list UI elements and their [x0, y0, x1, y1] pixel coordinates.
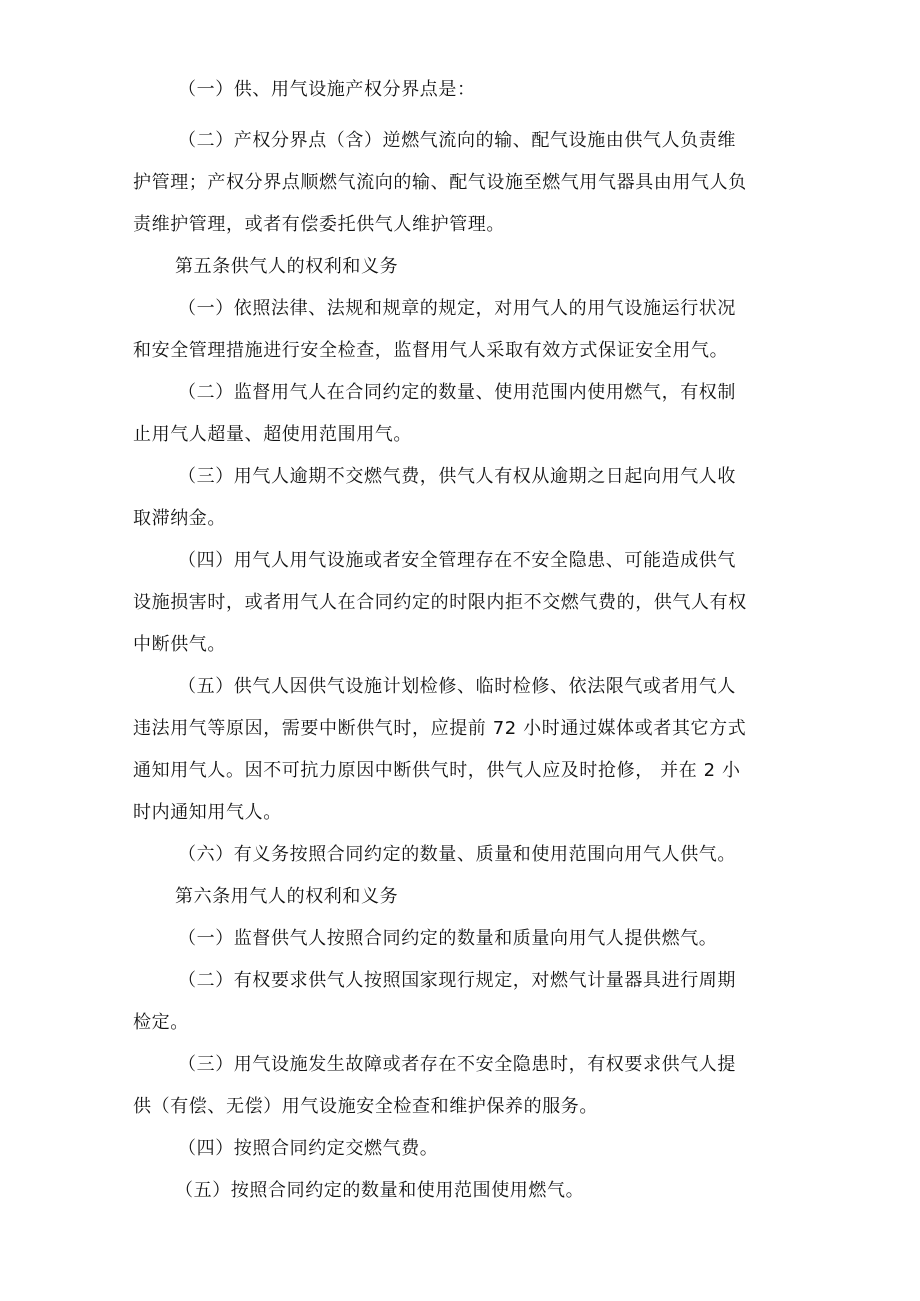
text-line: （三）用气设施发生故障或者存在不安全隐患时，有权要求供气人提 [178, 1054, 736, 1075]
text-line: （三）用气人逾期不交燃气费，供气人有权从逾期之日起向用气人收 [178, 466, 736, 487]
section-heading: 第五条供气人的权利和义务 [175, 256, 399, 277]
text-line: （二）监督用气人在合同约定的数量、使用范围内使用燃气，有权制 [178, 382, 736, 403]
text-line: 通知用气人。因不可抗力原因中断供气时，供气人应及时抢修， 并在 2 小 [133, 760, 741, 781]
section-heading: 第六条用气人的权利和义务 [175, 886, 399, 907]
text-line: 违法用气等原因，需要中断供气时，应提前 72 小时通过媒体或者其它方式 [133, 718, 747, 739]
text-line: 和安全管理措施进行安全检查，监督用气人采取有效方式保证安全用气。 [133, 340, 729, 361]
text-line: （五）供气人因供气设施计划检修、临时检修、依法限气或者用气人 [178, 676, 736, 697]
text-line: （五）按照合同约定的数量和使用范围使用燃气。 [175, 1180, 585, 1201]
text-line: 止用气人超量、超使用范围用气。 [133, 424, 412, 445]
text-line: （四）按照合同约定交燃气费。 [178, 1138, 439, 1159]
text-line: （一）依照法律、法规和规章的规定，对用气人的用气设施运行状况 [178, 298, 736, 319]
text-line: （二）有权要求供气人按照国家现行规定，对燃气计量器具进行周期 [178, 970, 736, 991]
text-line: （一）供、用气设施产权分界点是： [178, 79, 476, 100]
text-line: （四）用气人用气设施或者安全管理存在不安全隐患、可能造成供气 [178, 550, 736, 571]
text-line: （二）产权分界点（含）逆燃气流向的输、配气设施由供气人负责维 [178, 130, 736, 151]
text-line: 检定。 [133, 1012, 189, 1033]
text-line: 供（有偿、无偿）用气设施安全检查和维护保养的服务。 [133, 1096, 598, 1117]
text-line: 时内通知用气人。 [133, 802, 282, 823]
text-line: 中断供气。 [133, 634, 226, 655]
text-line: （六）有义务按照合同约定的数量、质量和使用范围向用气人供气。 [178, 844, 736, 865]
text-line: 取滞纳金。 [133, 508, 226, 529]
text-line: （一）监督供气人按照合同约定的数量和质量向用气人提供燃气。 [178, 928, 718, 949]
text-line: 责维护管理，或者有偿委托供气人维护管理。 [133, 214, 505, 235]
text-line: 护管理；产权分界点顺燃气流向的输、配气设施至燃气用气器具由用气人负 [133, 172, 747, 193]
text-line: 设施损害时，或者用气人在合同约定的时限内拒不交燃气费的，供气人有权 [133, 592, 747, 613]
